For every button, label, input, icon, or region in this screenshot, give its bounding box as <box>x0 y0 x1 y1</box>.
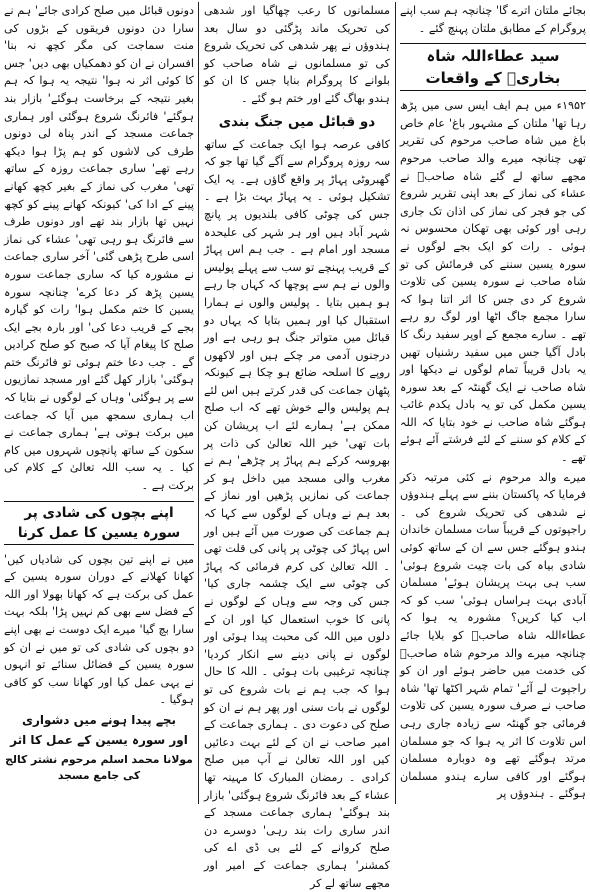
column-divider <box>198 2 199 804</box>
column-divider <box>395 2 396 804</box>
paragraph: دونوں قبائل میں صلح کرادی جائے' ہم نے سارا دن دونوں فریقوں کے بڑوں کی منت سماجت کی مگر کچھ نہ بنا' افسران نے ان کو دھمکیاں بھی دیں' جس کا کوئی اثر نہ ہوا' نتیجہ یہ ہوا کہ ہم بغیر نتیجہ کے برخاست ہوگئے' بازار بند ہوگئے' فائرنگ شروع ہوگئی اور ہماری جماعت مسجد کے اندر پناہ لی دونوں طرف کی لاشوں کو ہم پڑا ہوا دیکھ رہے تھے' ساری جماعت روزہ کے ساتھ تھی' مغرب کی نماز کے بغیر کچھ کھانے پینے کے ادا کی' کیونکہ کھانے پینے کو کچھ نہیں تھا بازار بند تھے اور دونوں طرف سے فائرنگ ہو رہی تھی' عشاء کی نماز اسی طرح پڑھی گئی' آخر ساری جماعت نے مشورہ کیا کہ ساری جماعت سورہ یسین پڑھ کر دعا کرے' چنانچہ سورہ یسین کا ختم مکمل ہوا' رات کو گیارہ بجے کے قریب دعا کی' اور بارہ بجے ایک صلح کا پیغام آیا کہ صبح کو صلح کرادیں گے ۔ جب دعا ختم ہوئی تو فائرنگ ختم ہوگئی' بازار کھل گئے اور مسجد نمازیوں سے پر ہوگئی' وہاں کے لوگوں نے بتایا کہ اب ہماری سمجھ میں آیا کہ جماعت میں برکت ہوتی ہے' ہماری جماعت نے سکون کے ساتھ پانچوں شہروں میں کام کیا ۔ یہ سب اللہ تعالیٰ کے کلام کی برکت ہے ۔ <box>4 4 194 493</box>
article-heading: دو قبائل میں جنگ بندی <box>218 113 376 130</box>
byline: مولانا محمد اسلم مرحوم نشتر کالج کی جامع مسجد <box>5 752 193 782</box>
sub-heading: بچے پیدا ہونے میں دشواری <box>21 712 177 727</box>
column-left <box>4 2 194 804</box>
paragraph: کافی عرصہ ہوا ایک جماعت کے ساتھ سہ روزہ پروگرام سے آگے گیا تھا جو کہ گھبروٹی پہاڑ پر واقع گاؤں ہے۔ یہ ایک تشکیل ہوئی ۔ یہ پہاڑ بہت بڑا ہے ۔ جس کی چوٹی کافی بلندیوں پر پانچ شہر آباد ہیں اور ہر شہر کی علیحدہ مسجد اور امام ہے ۔ جب ہم اس پہاڑ کے قریب پہنچے تو سب سے پہلے پولیس والوں نے ہم سے پوچھا کہ کہاں جا رہے ہو ہمیں بتایا ۔ پولیس والوں نے ہمارا استقبال کیا اور ہمیں بتایا کہ یہاں دو قبائل میں متواتر جنگ ہو رہی ہے اور درجنوں آدمی مر چکے ہیں اور لاکھوں روپے کا اسلحہ ضائع ہو چکا ہے کیونکہ پٹھان جماعت کی قدر کرتے ہیں اس لئے ہم پولیس والے خوش تھے کہ اب صلح ممکن ہے' ہمارے لئے اب پریشان کن بات تھی' خیر اللہ تعالیٰ کی ذات پر بھروسہ کرکے ہم پہاڑ پر چڑھے' ہم نے مغرب والی مسجد میں داخل ہو کر جماعت کی نمازیں پڑھیں اور نماز کے بعد ہم نے وہاں کے لوگوں سے کہا کہ ہم جماعت کی صورت میں آئے ہیں اور اس پہاڑ کی چوٹی پر پانی کی قلت تھی ۔ اللہ تعالیٰ کی کرم فرمائی کہ پہاڑ کی چوٹی سے ایک چشمہ جاری کیا' جس کی وجہ سے وہاں کے لوگوں نے پانی کا خوب استعمال کیا اور ان کے دلوں میں اللہ کی محبت پیدا ہوئی اور لوگوں نے پانی دینے سے انکار کردیا' چنانچہ ترغیبی بات ہوئی ۔ اللہ کا حال ہوا کہ جب ہم نے بات شروع کی تو لوگوں نے بات سنی اور پھر ہم نے ان کو صلح کی دعوت دی ۔ ہماری جماعت کے امیر صاحب نے ان کے لئے بہت دعائیں کیں اور اللہ تعالیٰ نے آپ میں صلح کرادی ۔ رمضان المبارک کا مہینہ تھا عشاء کے بعد فائرنگ شروع ہوگئی' بازار بند ہوگئے' ہماری جماعت مسجد کے اندر ساری رات بند رہی' دوسرے دن صلح کروانے کے لئے بی ڈی اے کی کمشنر' ہماری جماعت کے امیر اور مجھے ساتھ لے کر <box>204 137 390 890</box>
column-middle <box>204 2 390 890</box>
paragraph: ۱۹۵۲ء میں ہم ایف ایس سی میں پڑھ رہا تھا' ملتان کے مشہور باغ' عام خاص باغ میں شاہ صاحب مرحوم کی تقریر تھی چنانچہ میرے والد صاحب مرحوم مجھے ساتھ لے گئے شاہ صاحبؒ نے عشاء کی نماز کے بعد اپنی تقریر شروع کی جو فجر کی نماز کی اذان تک جاری رہی اور کوئی بھی تھکان محسوس نہ ہوئی ۔ رات کو ایک بجے لوگوں نے سورہ یسین سننے کی فرمائش کی تو شاہ صاحب نے سورہ یسین کی تلاوت شروع کر دی جس کا اثر اتنا ہوا کہ سارا مجمع جاگ اٹھا اور لوگ رو رہے تھے ۔ سارے مجمع کے اوپر سفید رنگ کا بادل آگیا جس میں سفید رشنیاں تھیں یہ بادل قریباً تمام لوگوں نے دیکھا اور شاہ صاحب نے ایک گھنٹہ کے بعد سورہ یسین مکمل کی تو یہ بادل یکدم غائب ہوگئے شاہ صاحب نے خود بتایا کہ اللہ کے کلام کو سننے کے لئے فرشتے آئے ہوئے تھے ۔ <box>400 99 586 465</box>
paragraph: میں نے اپنے تین بچوں کی شادیاں کیں' کھانا کھلانے کے دوران سورہ یسین کے عمل کی برکت ہے کہ کھانا بھولا اور اللہ کے فضل سے بھی کم نہیں پڑا' بلکہ بہت سارا بچ گیا' میرے ایک دوست نے بھی اپنے دو بچوں کی شادی کی تو میں نے ان کو سورہ یسین کے فضائل سنائے تو انہوں نے یہی عمل کیا اور کھانا سب کو کافی ہوگیا ۔ <box>4 552 194 707</box>
paragraph: بجائے ملتان اترے گا' چنانچہ ہم سب اپنے پروگرام کے مطابق ملتان پہنچ گئے ۔ <box>400 4 586 35</box>
sub-heading: اور سورہ یسین کے عمل کا اثر <box>10 732 188 747</box>
column-right <box>400 2 586 804</box>
paragraph: مسلمانوں کا رعب چھاگیا اور شدھی کی تحریک ماند پڑگئی دو سال بعد ہندوؤں نے پھر شدھی کی تحریک شروع کی تو مسلمانوں نے شاہ صاحب کو بلوانے کا پروگرام بنایا جس کا ان کو ہندو بھاگ گئے اور ختم ہو گئے ۔ <box>204 4 390 105</box>
article-heading: اپنے بچوں کی شادی پر سورہ یسین کا عمل کرنا <box>4 501 194 545</box>
paragraph: میرے والد مرحوم نے کئی مرتبہ ذکر فرمایا کہ پاکستان بننے سے پہلے ہندوؤں نے شدھی کی تحریک شروع کی ۔ راجپوتوں کے قریباً سات مسلمان خاندان ہندو ہوگئے جس سے ان کے ساتھ کوئی شادی بیاہ کی بات چیت شروع ہوئی' سب ہی بہت پریشان ہوئے' مسلمان آبادی بہت ہراساں ہوئی' سب کو کہ اب کیا کریں؟ مشورہ یہ ہوا کہ عطاءاللہ شاہ صاحبؒ کو بلایا جائے چنانچہ میرے والد مرحوم شاہ صاحبؒ کی خدمت میں حاضر ہوئے اور ان کو راجپوت لے آئے' تمام شہر اکٹھا تھا' شاہ صاحب نے صرف سورہ یسین کی تلاوت فرمائی جو گھنٹہ سے زیادہ جاری رہی اس تلاوت کا اثر یہ ہوا کہ جو مسلمان مرتد ہوگئے تھے وہ دوبارہ مسلمان ہوگئے اور کافی سارے ہندو مسلمان ہوگئے ۔ ہندوؤں پر <box>400 470 586 801</box>
article-heading: سید عطاءاللہ شاہ بخاریؒ کے واقعات <box>400 43 586 91</box>
